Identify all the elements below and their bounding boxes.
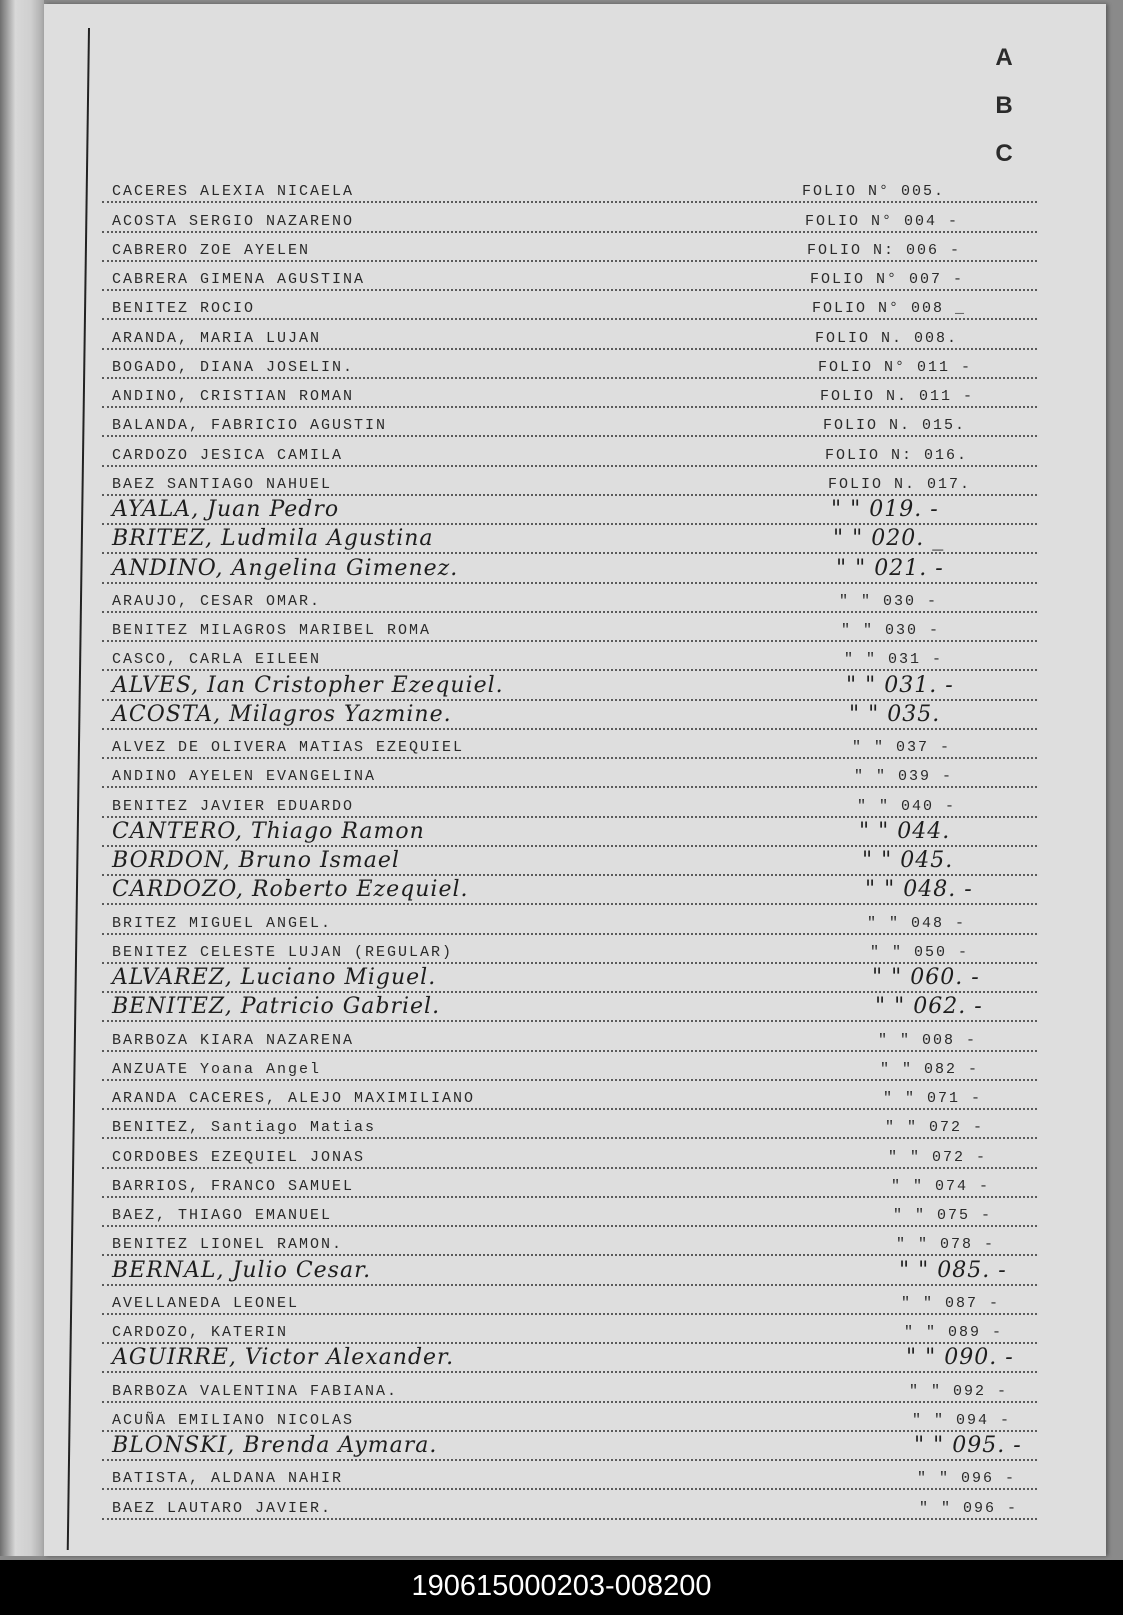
folio-number: " " 095. - bbox=[914, 1433, 1022, 1458]
ledger-row bbox=[102, 408, 1037, 437]
student-name: BENITEZ, Patricio Gabriel. bbox=[112, 994, 441, 1020]
ledger-row bbox=[102, 203, 1037, 232]
folio-number: " " 030 - bbox=[839, 592, 939, 610]
ledger-row bbox=[102, 847, 1037, 876]
folio-number: " " 050 - bbox=[870, 943, 970, 961]
ledger-row bbox=[102, 1315, 1037, 1344]
student-name: CABRERO ZOE AYELEN bbox=[112, 241, 311, 259]
folio-number: FOLIO N. 011 - bbox=[820, 388, 975, 405]
folio-number: FOLIO N: 016. bbox=[825, 446, 969, 464]
folio-number: " " 096 - bbox=[919, 1499, 1019, 1517]
ledger-row bbox=[102, 291, 1037, 320]
student-name: CARDOZO JESICA CAMILA bbox=[112, 446, 344, 464]
folio-number: " " 020. _ bbox=[833, 526, 945, 552]
student-name: ALVES, Ian Cristopher Ezequiel. bbox=[112, 672, 504, 698]
ledger-row bbox=[102, 1256, 1037, 1285]
folio-number: " " 008 - bbox=[878, 1031, 978, 1049]
student-name: CASCO, CARLA EILEEN bbox=[112, 651, 322, 669]
ledger-row bbox=[102, 701, 1037, 730]
folio-number: " " 074 - bbox=[891, 1177, 991, 1195]
folio-number: " " 019. - bbox=[831, 497, 939, 522]
ledger-row bbox=[102, 350, 1037, 379]
column-letter-b: B bbox=[995, 92, 1013, 119]
folio-number: " " 060. - bbox=[872, 965, 980, 990]
student-name: BOGADO, DIANA JOSELIN. bbox=[112, 358, 355, 376]
student-name: CABRERA GIMENA AGUSTINA bbox=[112, 271, 366, 288]
ledger-row bbox=[102, 496, 1037, 525]
folio-number: " " 035. bbox=[849, 701, 941, 727]
ledger-row bbox=[102, 1022, 1037, 1051]
folio-number: " " 092 - bbox=[909, 1382, 1009, 1400]
ledger-row bbox=[102, 1110, 1037, 1139]
ledger-row bbox=[102, 554, 1037, 583]
ledger-row bbox=[102, 437, 1037, 466]
folio-number: " " 075 - bbox=[893, 1207, 993, 1224]
folio-number: " " 021. - bbox=[836, 555, 944, 581]
student-name: ANDINO AYELEN EVANGELINA bbox=[112, 768, 377, 786]
ledger-row bbox=[102, 671, 1037, 700]
column-letter-c: C bbox=[995, 140, 1013, 167]
student-name: ARANDA, MARIA LUJAN bbox=[112, 329, 322, 347]
folio-number: " " 072 - bbox=[885, 1119, 985, 1137]
scan-id: 190615000203-008200 bbox=[411, 1570, 712, 1602]
student-name: CARDOZO, Roberto Ezequiel. bbox=[112, 877, 469, 903]
column-letters bbox=[989, 44, 1019, 188]
ledger-row bbox=[102, 964, 1037, 993]
folio-number: FOLIO N° 007 - bbox=[810, 271, 965, 288]
folio-number: FOLIO N. 017. bbox=[828, 475, 972, 493]
student-name: ARAUJO, CESAR OMAR. bbox=[112, 592, 322, 610]
folio-number: FOLIO N° 005. bbox=[802, 183, 946, 201]
folio-number: " " 044. bbox=[859, 818, 951, 844]
student-name: ALVEZ DE OLIVERA MATIAS EZEQUIEL bbox=[112, 739, 465, 756]
folio-number: " " 040 - bbox=[857, 797, 957, 815]
student-name: BORDON, Bruno Ismael bbox=[112, 848, 400, 873]
folio-number: FOLIO N: 006 - bbox=[807, 241, 962, 259]
student-name: BAEZ SANTIAGO NAHUEL bbox=[112, 475, 333, 493]
ledger-list bbox=[102, 174, 1037, 1520]
student-name: BENITEZ CELESTE LUJAN (REGULAR) bbox=[112, 943, 454, 961]
student-name: BRITEZ MIGUEL ANGEL. bbox=[112, 914, 333, 932]
ledger-row bbox=[102, 1227, 1037, 1256]
ledger-row bbox=[102, 1081, 1037, 1110]
folio-number: " " 048 - bbox=[867, 914, 967, 932]
folio-number: " " 082 - bbox=[880, 1060, 980, 1078]
folio-number: FOLIO N° 004 - bbox=[805, 212, 960, 230]
student-name: BAEZ, THIAGO EMANUEL bbox=[112, 1207, 333, 1224]
folio-number: FOLIO N. 008. bbox=[815, 329, 959, 347]
student-name: ACOSTA, Milagros Yazmine. bbox=[112, 701, 452, 727]
folio-number: FOLIO N° 011 - bbox=[818, 358, 973, 376]
student-name: ALVAREZ, Luciano Miguel. bbox=[112, 965, 437, 990]
folio-number: " " 048. - bbox=[865, 877, 973, 903]
student-name: CANTERO, Thiago Ramon bbox=[112, 818, 425, 844]
ledger-row bbox=[102, 233, 1037, 262]
folio-number: " " 045. bbox=[862, 848, 954, 873]
folio-number: " " 062. - bbox=[875, 994, 983, 1020]
student-name: ARANDA CACERES, ALEJO MAXIMILIANO bbox=[112, 1090, 476, 1107]
ledger-row bbox=[102, 788, 1037, 817]
folio-number: " " 078 - bbox=[896, 1236, 996, 1254]
folio-number: " " 030 - bbox=[841, 622, 941, 639]
ledger-row bbox=[102, 467, 1037, 496]
ledger-row bbox=[102, 935, 1037, 964]
student-name: BENITEZ LIONEL RAMON. bbox=[112, 1236, 344, 1254]
ledger-row bbox=[102, 320, 1037, 349]
ledger-row bbox=[102, 379, 1037, 408]
folio-number: " " 096 - bbox=[917, 1470, 1017, 1488]
student-name: CACERES ALEXIA NICAELA bbox=[112, 183, 355, 201]
student-name: AYALA, Juan Pedro bbox=[112, 497, 340, 522]
margin-line bbox=[67, 28, 90, 1550]
ledger-row bbox=[102, 730, 1037, 759]
student-name: BENITEZ JAVIER EDUARDO bbox=[112, 797, 355, 815]
ledger-row bbox=[102, 1432, 1037, 1461]
student-name: BENITEZ ROCIO bbox=[112, 300, 256, 318]
student-name: ANDINO, Angelina Gimenez. bbox=[112, 555, 459, 581]
ledger-row bbox=[102, 1052, 1037, 1081]
ledger-row bbox=[102, 1139, 1037, 1168]
ledger-row bbox=[102, 584, 1037, 613]
student-name: BRITEZ, Ludmila Agustina bbox=[112, 526, 434, 552]
student-name: ACUÑA EMILIANO NICOLAS bbox=[112, 1411, 355, 1429]
student-name: ACOSTA SERGIO NAZARENO bbox=[112, 212, 355, 230]
folio-number: " " 037 - bbox=[852, 739, 952, 756]
folio-number: FOLIO N. 015. bbox=[823, 417, 967, 435]
book-binding bbox=[0, 0, 44, 1556]
ledger-row bbox=[102, 1403, 1037, 1432]
ledger-row bbox=[102, 1169, 1037, 1198]
ledger-row bbox=[102, 1286, 1037, 1315]
student-name: BARBOZA VALENTINA FABIANA. bbox=[112, 1382, 399, 1400]
student-name: BENITEZ, Santiago Matias bbox=[112, 1119, 377, 1137]
folio-number: " " 089 - bbox=[904, 1324, 1004, 1341]
ledger-row bbox=[102, 174, 1037, 203]
ledger-row bbox=[102, 262, 1037, 291]
student-name: BLONSKI, Brenda Aymara. bbox=[112, 1433, 438, 1458]
student-name: ANZUATE Yoana Angel bbox=[112, 1060, 322, 1078]
ledger-row bbox=[102, 642, 1037, 671]
folio-number: " " 087 - bbox=[901, 1294, 1001, 1312]
student-name: BENITEZ MILAGROS MARIBEL ROMA bbox=[112, 622, 432, 639]
folio-number: " " 072 - bbox=[888, 1148, 988, 1166]
ledger-row bbox=[102, 993, 1037, 1022]
folio-number: " " 031. - bbox=[846, 672, 954, 698]
student-name: CARDOZO, KATERIN bbox=[112, 1324, 289, 1341]
ledger-row bbox=[102, 876, 1037, 905]
student-name: AGUIRRE, Victor Alexander. bbox=[112, 1345, 455, 1371]
ledger-row bbox=[102, 905, 1037, 934]
column-letter-a: A bbox=[995, 44, 1013, 71]
scan-footer bbox=[0, 1560, 1123, 1615]
folio-number: " " 071 - bbox=[883, 1090, 983, 1107]
ledger-row bbox=[102, 613, 1037, 642]
student-name: BERNAL, Julio Cesar. bbox=[112, 1257, 372, 1283]
folio-number: FOLIO N° 008 _ bbox=[812, 300, 967, 318]
student-name: BARBOZA KIARA NAZARENA bbox=[112, 1031, 355, 1049]
student-name: CORDOBES EZEQUIEL JONAS bbox=[112, 1148, 366, 1166]
folio-number: " " 039 - bbox=[854, 768, 954, 786]
ledger-row bbox=[102, 1373, 1037, 1402]
student-name: BARRIOS, FRANCO SAMUEL bbox=[112, 1177, 355, 1195]
student-name: ANDINO, CRISTIAN ROMAN bbox=[112, 388, 355, 405]
student-name: AVELLANEDA LEONEL bbox=[112, 1294, 300, 1312]
student-name: BAEZ LAUTARO JAVIER. bbox=[112, 1499, 333, 1517]
folio-number: " " 094 - bbox=[912, 1411, 1012, 1429]
folio-number: " " 090. - bbox=[906, 1345, 1014, 1371]
folio-number: " " 085. - bbox=[899, 1257, 1007, 1283]
folio-number: " " 031 - bbox=[844, 651, 944, 669]
ledger-row bbox=[102, 818, 1037, 847]
ledger-row bbox=[102, 1344, 1037, 1373]
ledger-row bbox=[102, 525, 1037, 554]
ledger-page bbox=[44, 4, 1106, 1556]
student-name: BATISTA, ALDANA NAHIR bbox=[112, 1470, 344, 1488]
ledger-row bbox=[102, 1198, 1037, 1227]
ledger-row bbox=[102, 1461, 1037, 1490]
ledger-row bbox=[102, 759, 1037, 788]
ledger-row bbox=[102, 1490, 1037, 1519]
student-name: BALANDA, FABRICIO AGUSTIN bbox=[112, 417, 388, 435]
